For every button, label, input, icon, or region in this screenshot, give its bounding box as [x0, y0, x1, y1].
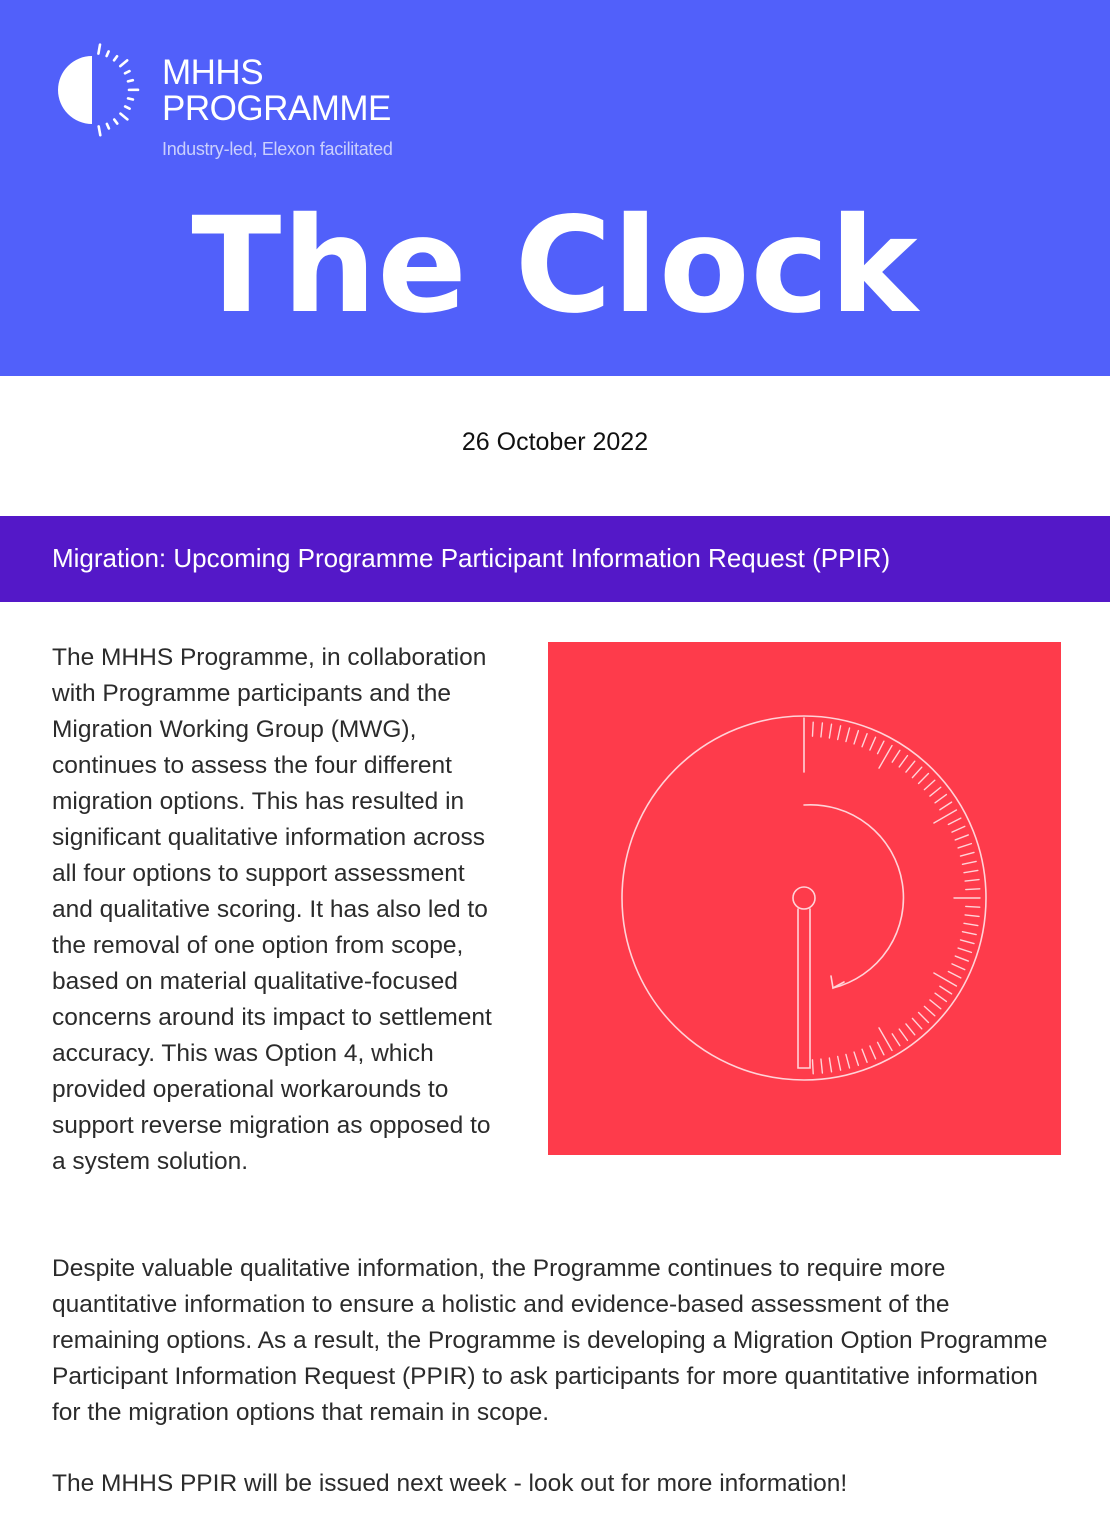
header-banner [0, 0, 1110, 376]
programme-logo-wordmark [162, 55, 393, 160]
section-header-bar [0, 516, 1110, 602]
article-paragraph-2: Despite valuable qualitative information, the Programme continues to require more quantitative information to ensure a holistic and evidence-based assessment of the remaining options. As a result, the Programme is developing a Migration Option Programme Participant Information Request (PPIR) to ask participants for more quantitative information for the migration options that remain in scope. [52, 1255, 1048, 1426]
section-title: Migration: Upcoming Programme Participant Information Request (PPIR) [52, 543, 891, 573]
article-paragraph-3: The MHHS PPIR will be issued next week - look out for more information! [52, 1470, 848, 1497]
clock-dial-icon [548, 642, 1061, 1155]
article-intro-paragraph: The MHHS Programme, in collaboration with Programme participants and the Migration Working Group (MWG), continues to assess the four different migration options. This has resulted in significant qualitative information across all four options to support assessment and qualitative scoring. It has also led to the removal of one option from scope, based on material qualitative-focused concerns around its impact to settlement accuracy. This was Option 4, which provided operational workarounds to support reverse migration as opposed to a system solution. [52, 644, 492, 1175]
sun-logo-icon [48, 42, 144, 138]
logo-line-mhhs: MHHS [162, 53, 264, 92]
issue-date: 26 October 2022 [461, 428, 649, 456]
clock-illustration [548, 642, 1061, 1155]
newsletter-masthead: The Clock [191, 189, 919, 343]
logo-line-programme: PROGRAMME [162, 89, 391, 128]
logo-tagline: Industry-led, Elexon facilitated [162, 139, 393, 159]
